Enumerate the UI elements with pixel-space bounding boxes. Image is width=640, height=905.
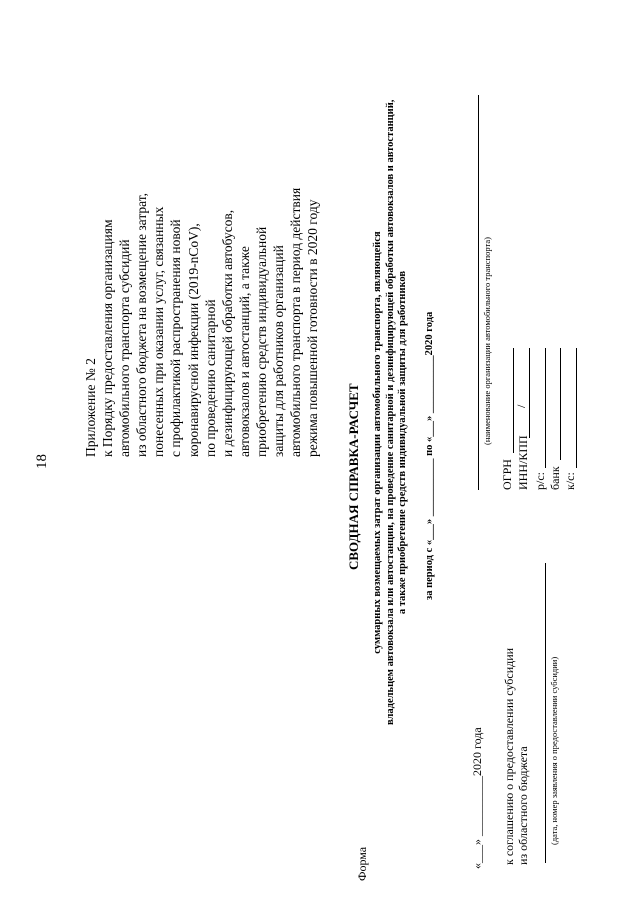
appendix-line: автомобильного транспорта в период действия: [288, 187, 304, 457]
appendix-line: понесенных при оказании услуг, связанных: [151, 206, 167, 457]
document-title: СВОДНАЯ СПРАВКА-РАСЧЕТ: [346, 383, 361, 570]
inn-kpp-separator: /: [514, 404, 528, 408]
ks-label: к/с:: [563, 472, 577, 490]
bank-label: банк: [548, 466, 562, 490]
org-name-line: [478, 95, 479, 490]
inn-kpp-fill-line: [529, 348, 530, 438]
document-subtitle: [372, 99, 410, 725]
appendix-line: из областного бюджета на возмещение затрат,: [134, 192, 150, 457]
subtitle-line: а также приобретение средств индивидуальной защиты для работников: [397, 270, 408, 615]
ogrn-fill-line: [513, 348, 514, 453]
appendix-line: к Порядку предоставления организациям: [100, 219, 116, 457]
appendix-block: [82, 188, 321, 457]
appendix-line: и дезинфицирующей обработки автобусов,: [219, 209, 235, 457]
appendix-line: по проведению санитарной: [202, 299, 218, 457]
appendix-line: Приложение № 2: [83, 358, 98, 457]
appendix-line: режима повышенной готовности в 2020 году: [305, 199, 321, 457]
appendix-line: автомобильного транспорта субсидий: [117, 239, 133, 457]
rs-label: р/с:: [533, 472, 547, 490]
rs-fill-line: [545, 348, 546, 468]
agreement-text: [502, 648, 530, 865]
agreement-line-text: к соглашению о предоставлении субсидии: [502, 647, 516, 865]
appendix-line: автовокзалов и автостанций, а также: [236, 246, 252, 457]
agreement-caption: (дата, номер заявления о предоставлении субсидии): [549, 656, 559, 845]
appendix-line: защиты для работников организаций: [271, 245, 287, 457]
period-line: за период с «___» ___________ по «___» ___________2020 года: [424, 311, 435, 600]
bank-fill-line: [560, 348, 561, 460]
appendix-line: коронавирусной инфекции (2019-nCoV),: [185, 223, 201, 457]
appendix-line: приобретению средств индивидуальной: [253, 226, 269, 457]
subtitle-line: владельцем автовокзала или автостанции, на проведение санитарной и дезинфицирующей обработки автовокзалов и автостанций,: [384, 99, 396, 725]
appendix-line: с профилактикой распространения новой: [168, 219, 184, 457]
agreement-fill-line: [545, 563, 546, 863]
ogrn-label: ОГРН: [500, 459, 514, 490]
form-label: Форма: [355, 846, 369, 881]
page-number: 18: [34, 454, 50, 469]
inn-kpp-label: ИНН/КПП: [516, 435, 530, 490]
subtitle-line: суммарных возмещаемых затрат организации автомобильного транспорта, являющейся: [372, 231, 383, 654]
org-caption: (наименование организации автомобильного транспорта): [482, 237, 492, 445]
date-field: «___» __________2020 года: [470, 727, 484, 869]
ks-fill-line: [576, 348, 577, 468]
agreement-line-text: из областного бюджета: [516, 746, 530, 865]
